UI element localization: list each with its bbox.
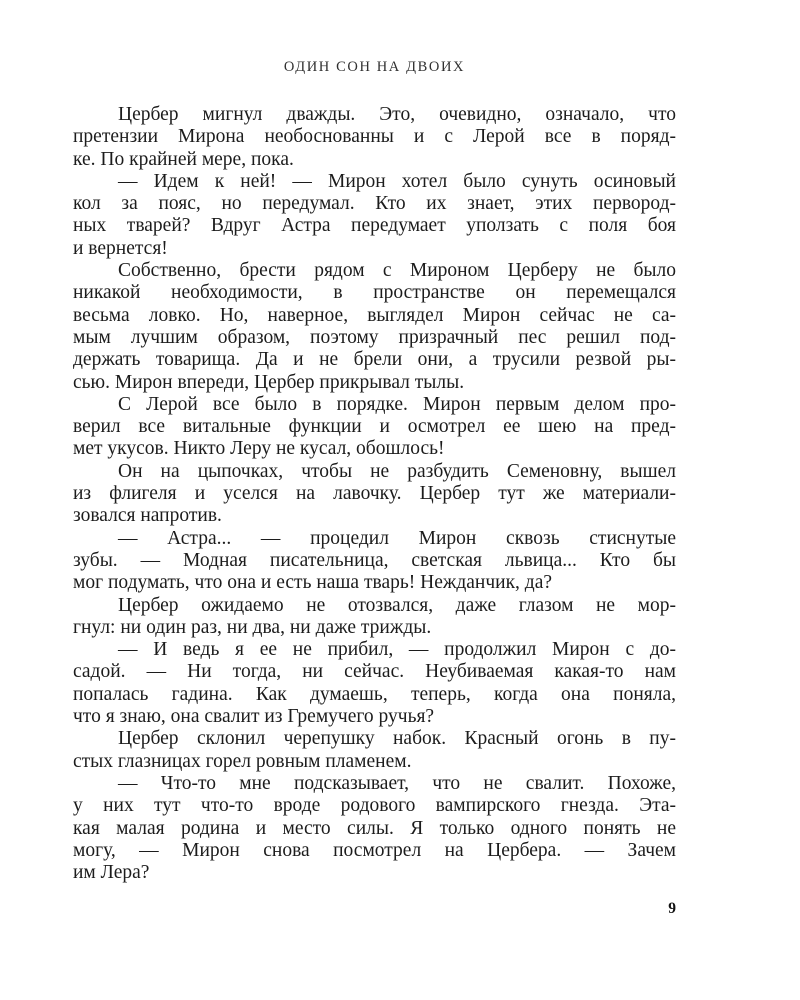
- text-line: ных тварей? Вдруг Астра передумает уползать с поля боя: [73, 215, 676, 237]
- paragraph: [73, 773, 676, 884]
- text-line: Он на цыпочках, чтобы не разбудить Семеновну, вышел: [118, 460, 676, 482]
- text-line: у них тут что-то вроде родового вампирского гнезда. Эта-: [73, 795, 676, 817]
- text-line: мет укусов. Никто Леру не кусал, обошлось!: [73, 438, 445, 460]
- text-line: садой. — Ни тогда, ни сейчас. Неубиваемая какая-то нам: [73, 661, 676, 683]
- paragraph: [73, 528, 676, 595]
- text-line: Цербер мигнул дважды. Это, очевидно, означало, что: [118, 104, 676, 125]
- text-line: Цербер склонил черепушку набок. Красный огонь в пу-: [118, 728, 676, 750]
- paragraph: [73, 728, 676, 773]
- text-line: — Что-то мне подсказывает, что не свалит. Похоже,: [118, 772, 676, 794]
- text-line: — Астра... — процедил Мирон сквозь стиснутые: [118, 527, 676, 549]
- paragraph: [73, 461, 676, 528]
- paragraph: [73, 171, 676, 260]
- text-line: Цербер ожидаемо не отозвался, даже глазом не мор-: [118, 594, 676, 616]
- text-line: из флигеля и уселся на лавочку. Цербер тут же материали-: [73, 483, 676, 505]
- text-line: мым лучшим образом, поэтому призрачный пес решил под-: [73, 326, 676, 348]
- text-line: и вернется!: [73, 237, 168, 259]
- text-line: им Лера?: [73, 862, 150, 884]
- text-line: кая малая родина и место силы. Я только одного понять не: [73, 817, 676, 839]
- paragraph: [73, 595, 676, 640]
- text-line: сью. Мирон впереди, Цербер прикрывал тылы.: [73, 371, 465, 393]
- running-header: ОДИН СОН НА ДВОИХ: [283, 59, 466, 75]
- text-line: гнул: ни один раз, ни два, ни даже трижды.: [73, 616, 432, 638]
- text-line: что я знаю, она свалит из Гремучего ручья?: [73, 706, 435, 728]
- text-line: зубы. — Модная писательница, светская львица... Кто бы: [73, 549, 676, 571]
- text-line: Собственно, брести рядом с Мироном Церберу не было: [118, 260, 676, 282]
- text-line: С Лерой все было в порядке. Мирон первым делом про-: [118, 393, 676, 415]
- text-line: попалась гадина. Как думаешь, теперь, когда она поняла,: [73, 683, 676, 705]
- text-line: мог подумать, что она и есть наша тварь! Нежданчик, да?: [73, 572, 553, 594]
- paragraph: [73, 394, 676, 461]
- text-line: стых глазницах горел ровным пламенем.: [73, 750, 412, 772]
- paragraph: [73, 639, 676, 728]
- text-line: — И ведь я ее не прибил, — продолжил Мирон с до-: [118, 639, 676, 661]
- page-number: 9: [668, 900, 676, 917]
- text-line: верил все витальные функции и осмотрел ее шею на пред-: [73, 416, 676, 438]
- text-line: весьма ловко. Но, наверное, выглядел Мирон сейчас не са-: [73, 304, 676, 326]
- text-line: держать товарища. Да и не брели они, а трусили резвой ры-: [73, 349, 676, 371]
- text-line: — Идем к ней! — Мирон хотел было сунуть осиновый: [118, 170, 676, 192]
- text-block: [73, 104, 676, 884]
- paragraph: [73, 104, 676, 171]
- text-line: зовался напротив.: [73, 505, 222, 527]
- text-line: кол за пояс, но передумал. Кто их знает, этих первород-: [73, 193, 676, 215]
- text-line: претензии Мирона необоснованны и с Лерой все в поряд-: [73, 126, 676, 148]
- text-line: ке. По крайней мере, пока.: [73, 148, 294, 170]
- text-line: никакой необходимости, в пространстве он перемещался: [73, 282, 676, 304]
- paragraph: [73, 260, 676, 394]
- text-line: могу, — Мирон снова посмотрел на Цербера. — Зачем: [73, 839, 676, 861]
